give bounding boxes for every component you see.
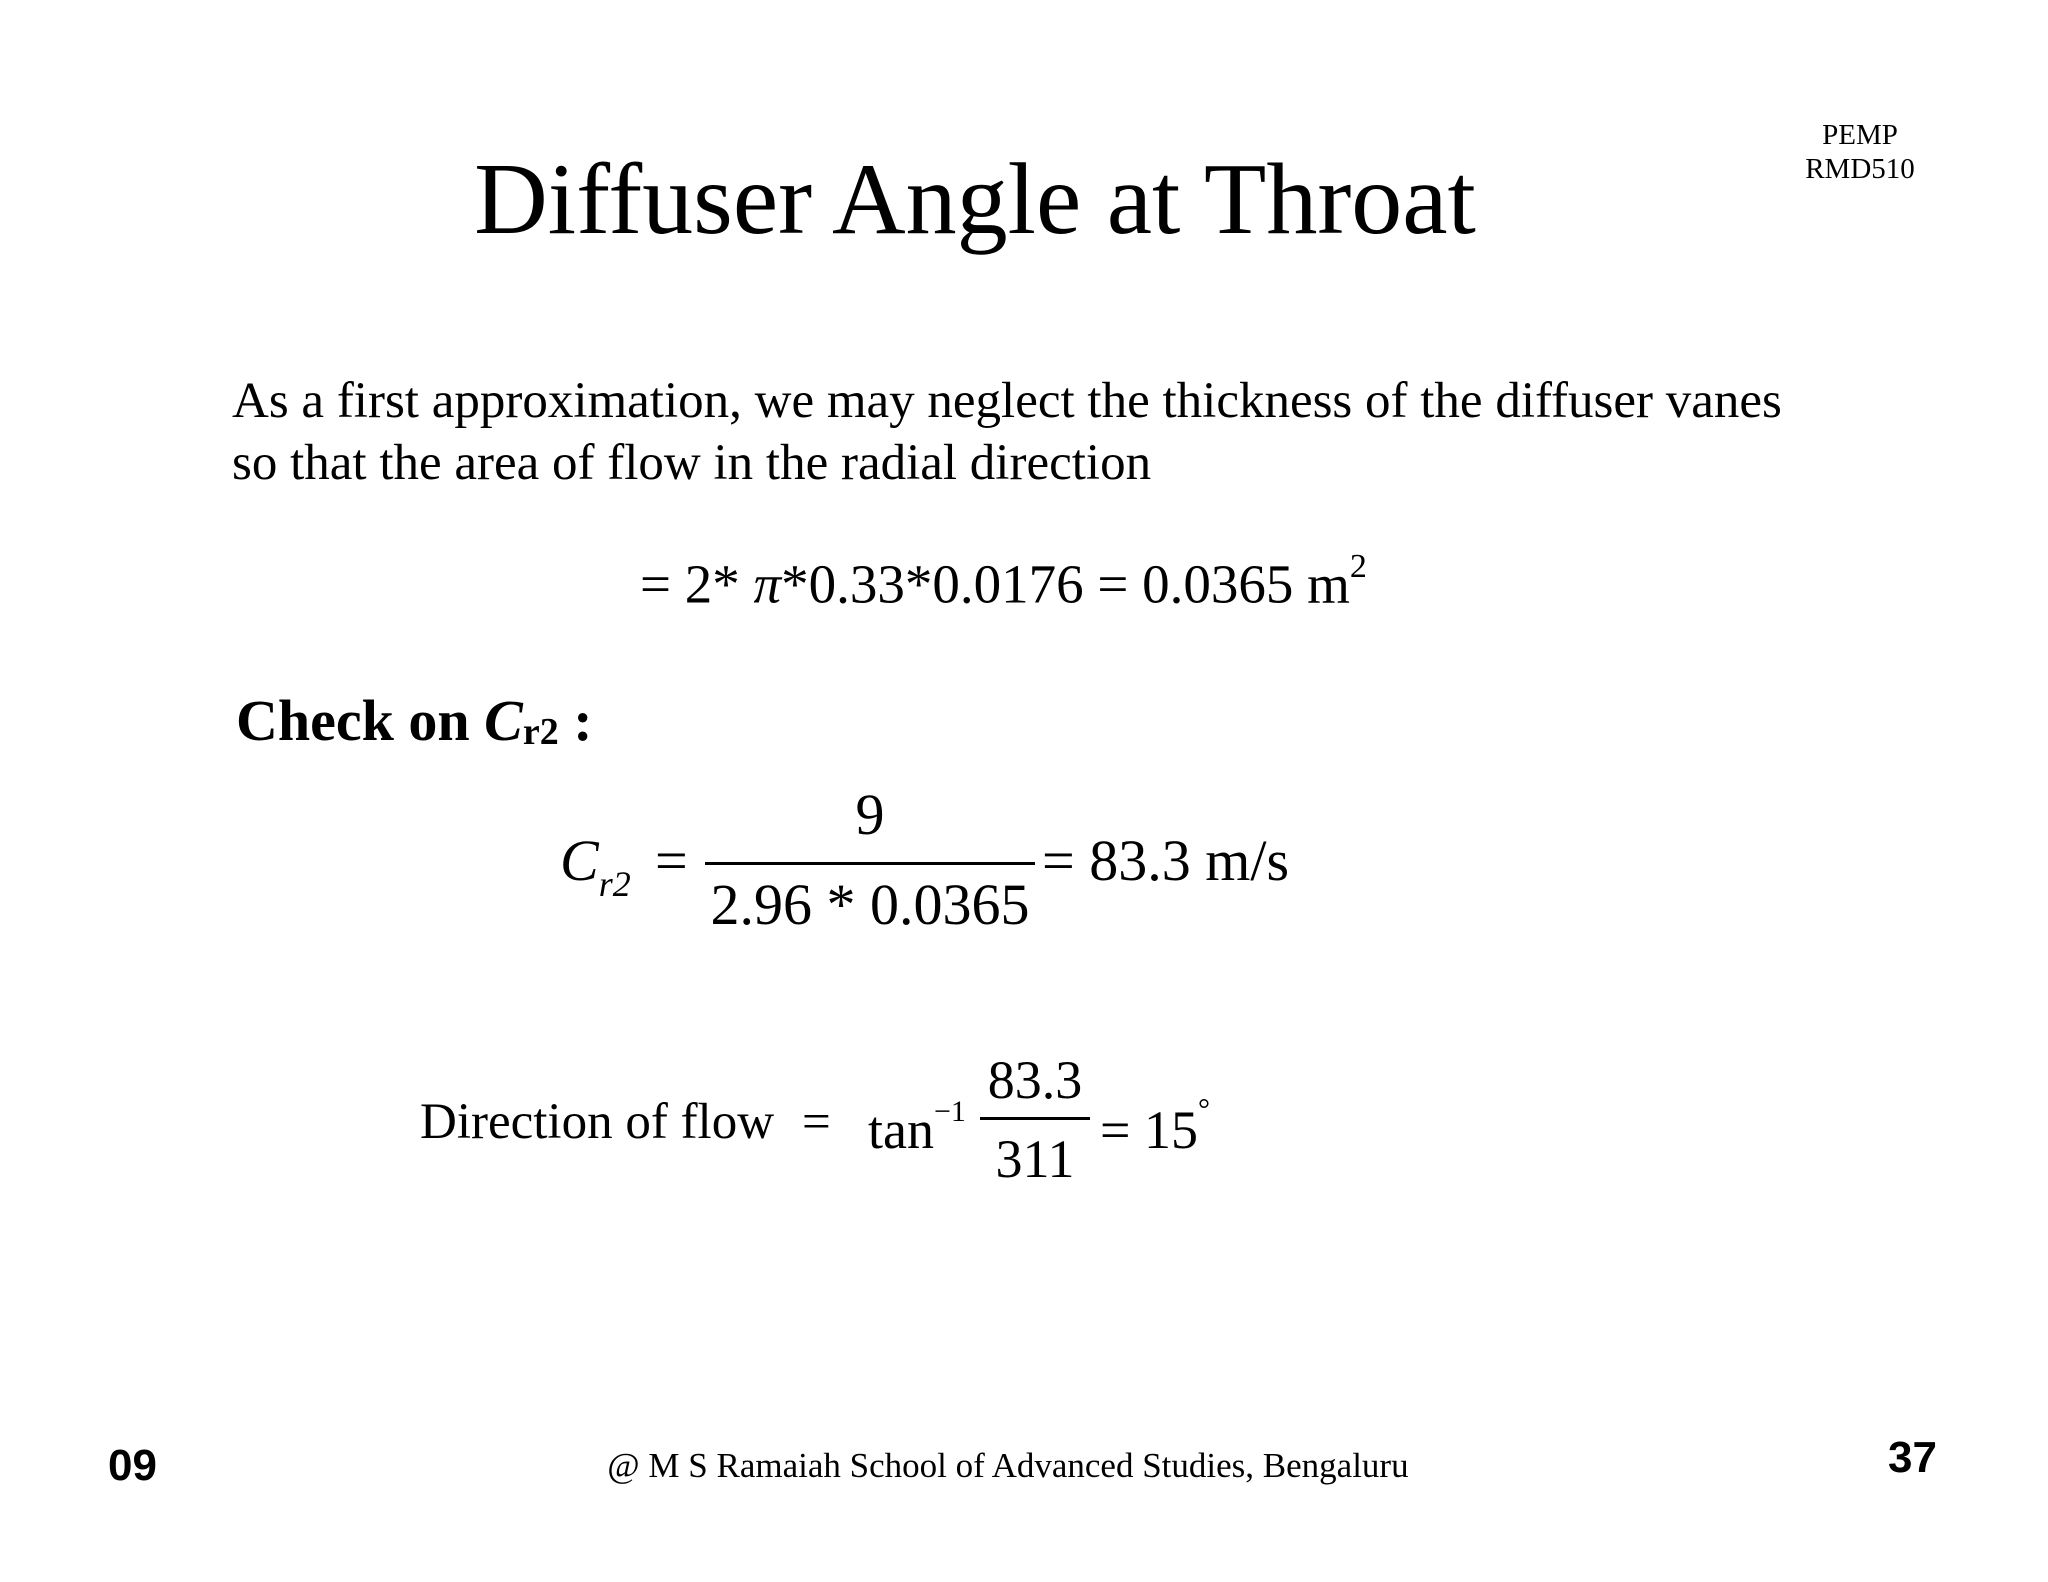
direction-result	[1100, 1088, 1210, 1162]
direction-fraction-bar	[980, 1117, 1090, 1120]
area-eq-exponent: 2	[1349, 548, 1367, 585]
check-heading-colon: :	[558, 688, 593, 753]
page-title: Diffuser Angle at Throat	[474, 143, 1476, 256]
check-heading-sub: r2	[522, 711, 559, 753]
direction-tan	[868, 1088, 966, 1162]
intro-line-2: so that the area of flow in the radial direction	[232, 435, 1152, 491]
tan-func: tan	[868, 1100, 934, 1160]
cr2-result: = 83.3 m/s	[1042, 828, 1290, 893]
intro-paragraph	[232, 370, 1782, 494]
area-equation	[640, 538, 1367, 619]
check-heading-text: Check on	[236, 688, 485, 753]
cr2-denominator: 2.96 * 0.0365	[710, 872, 1030, 937]
cr2-equals: =	[655, 828, 688, 893]
course-code-line1: PEMP	[1822, 119, 1898, 151]
area-eq-prefix: = 2*	[640, 553, 754, 615]
direction-denominator: 311	[995, 1129, 1075, 1189]
direction-label: Direction of flow	[420, 1094, 775, 1150]
footer-copyright: @ M S Ramaiah School of Advanced Studies, Bengaluru	[607, 1446, 1409, 1485]
pi-symbol: π	[753, 553, 782, 615]
intro-line-1: As a first approximation, we may neglect the thickness of the diffuser vanes	[232, 373, 1782, 429]
degree-symbol: °	[1197, 1093, 1210, 1126]
check-heading-var: C	[484, 688, 523, 753]
cr2-numerator: 9	[855, 782, 885, 847]
direction-numerator: 83.3	[987, 1050, 1083, 1110]
cr2-lhs	[560, 826, 631, 903]
course-code-line2: RMD510	[1805, 153, 1915, 185]
cr2-fraction-bar	[705, 862, 1035, 865]
direction-equals: =	[802, 1094, 831, 1150]
tan-exponent: −1	[933, 1095, 966, 1128]
cr2-sub: r2	[598, 864, 631, 904]
area-eq-rest: *0.33*0.0176 = 0.0365 m	[781, 553, 1350, 615]
footer-page-number: 37	[1888, 1433, 1937, 1482]
check-heading	[236, 686, 593, 763]
footer-module-number: 09	[108, 1441, 157, 1490]
cr2-var: C	[560, 828, 599, 893]
direction-result-value: = 15	[1100, 1100, 1198, 1160]
